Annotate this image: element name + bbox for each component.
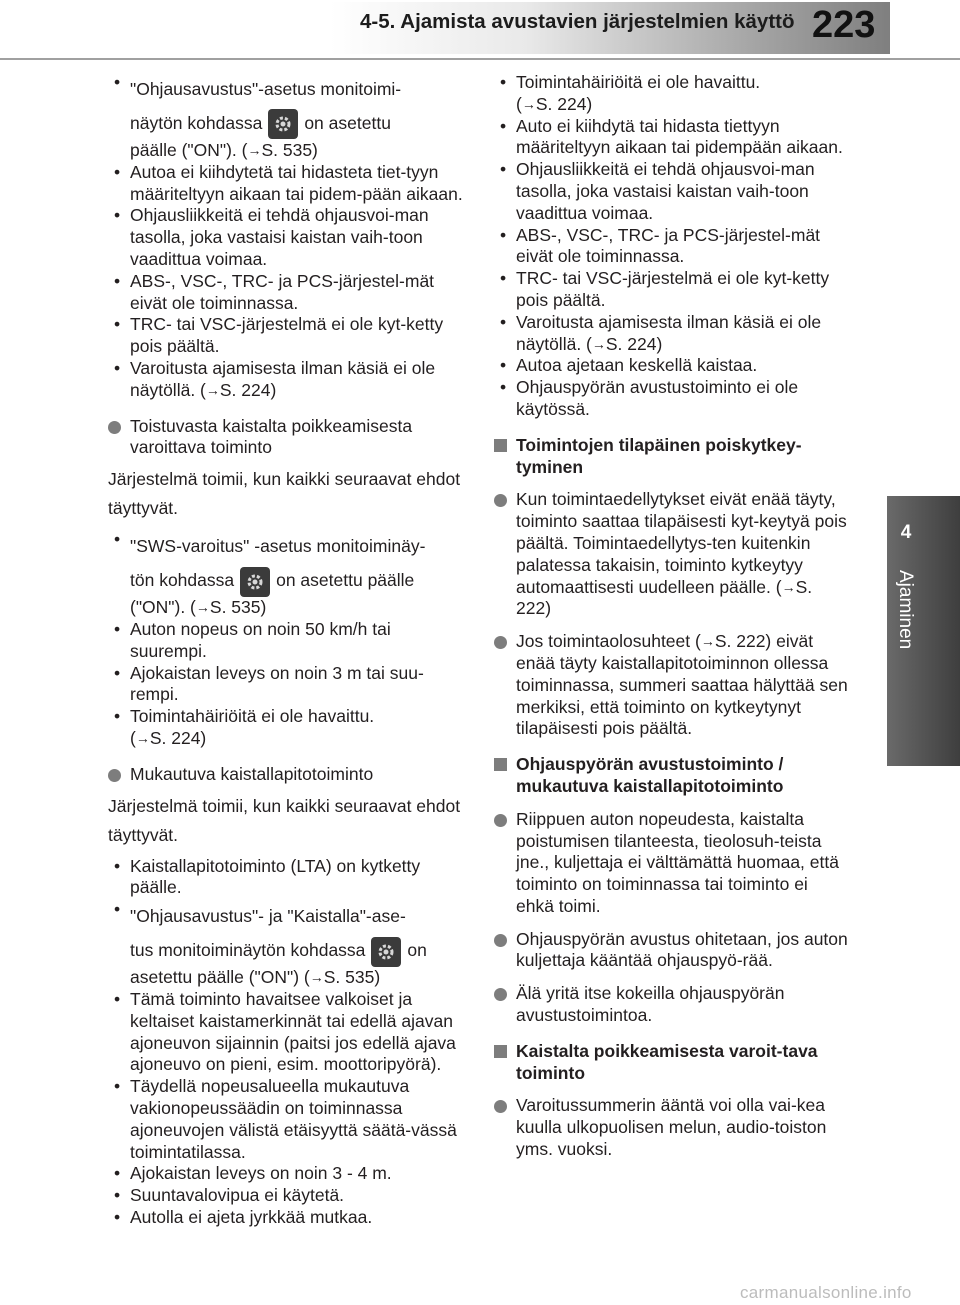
arrow-icon: → bbox=[309, 969, 324, 986]
chapter-tab bbox=[887, 496, 960, 766]
conditions-list bbox=[494, 72, 850, 421]
section-heading: Toimintojen tilapäinen poiskytkey-tyminen bbox=[494, 435, 850, 479]
list-item: • Auto ei kiihdytä tai hidasta tiettyyn määriteltyyn aikaan tai pidempään aikaan. bbox=[494, 116, 850, 160]
intro-text: Järjestelmä toimii, kun kaikki seuraavat ehdot täyttyvät. bbox=[108, 795, 461, 845]
list-item: • Ohjausliikkeitä ei tehdä ohjausvoi-man tasolla, joka vastaisi kaistan vaih-toon vaadittua voimaa. bbox=[108, 205, 468, 270]
note-item: Älä yritä itse kokeilla ohjauspyörän avustustoimintoa. bbox=[494, 983, 850, 1027]
square-bullet-icon bbox=[494, 758, 507, 771]
conditions-list bbox=[108, 529, 468, 750]
list-item: • Varoitusta ajamisesta ilman käsiä ei ole näytöllä. (→S. 224) bbox=[108, 358, 468, 402]
square-bullet-icon bbox=[494, 1045, 507, 1058]
bullet-dot-icon bbox=[108, 421, 121, 434]
bullet-dot-icon bbox=[494, 1100, 507, 1113]
list-item: • TRC- tai VSC-järjestelmä ei ole kyt-ketty pois päältä. bbox=[108, 314, 468, 358]
list-item: • "SWS-varoitus" -asetus monitoiminäy- tön kohdassa on asetettu päälle ("ON"). (→S. 535) bbox=[108, 529, 468, 619]
list-item: • Autolla ei ajeta jyrkkää mutkaa. bbox=[108, 1207, 468, 1229]
intro-text: Järjestelmä toimii, kun kaikki seuraavat ehdot täyttyvät. bbox=[108, 469, 461, 519]
bullet-dot-icon bbox=[494, 494, 507, 507]
list-item: • ABS-, VSC-, TRC- ja PCS-järjestel-mät eivät ole toiminnassa. bbox=[494, 225, 850, 269]
list-item: • Auton nopeus on noin 50 km/h tai suurempi. bbox=[108, 619, 468, 663]
gear-icon bbox=[268, 109, 298, 139]
chapter-number: 4 bbox=[900, 522, 912, 543]
list-item: • Autoa ajetaan keskellä kaistaa. bbox=[494, 355, 850, 377]
list-item: • Toimintahäiriöitä ei ole havaittu. (→S. 224) bbox=[108, 706, 468, 750]
watermark: carmanualsonline.info bbox=[740, 1283, 912, 1302]
section-title: 4-5. Ajamista avustavien järjestelmien käyttö bbox=[360, 10, 795, 33]
page-number: 223 bbox=[812, 4, 876, 46]
list-item: • "Ohjausavustus"- ja "Kaistalla"-ase- tus monitoiminäytön kohdassa on asetettu päälle ("ON") (→S. 535) bbox=[108, 899, 468, 989]
arrow-icon: → bbox=[205, 381, 220, 398]
list-item: • Autoa ei kiihdytetä tai hidasteta tiet-tyyn määriteltyyn aikaan tai pidem-pään aikaan. bbox=[108, 162, 468, 206]
right-column bbox=[494, 72, 850, 1165]
conditions-list bbox=[108, 72, 468, 402]
chapter-label: Ajaminen bbox=[895, 570, 916, 650]
note-item: Varoitussummerin ääntä voi olla vai-kea kuulla ulkopuolisen melun, audio-toiston yms. vuoksi. bbox=[494, 1095, 850, 1160]
list-item: • ABS-, VSC-, TRC- ja PCS-järjestel-mät eivät ole toiminnassa. bbox=[108, 271, 468, 315]
note-item: Kun toimintaedellytykset eivät enää täyty, toiminto saattaa tilapäisesti kyt-keytyä pois päältä. Toimintaedellytys-ten kuitenkin palatessa takaisin, toiminto kytkeytyy automaattisesti uudelleen päälle. (→S. 222) bbox=[494, 489, 850, 620]
list-item: • Tämä toiminto havaitsee valkoiset ja keltaiset kaistamerkinnät tai edellä ajavan ajoneuvon sijainnin (paitsi jos edellä ajava ajoneuvo on pieni, esim. moottoripyörä). bbox=[108, 989, 468, 1076]
list-item: • Varoitusta ajamisesta ilman käsiä ei ole näytöllä. (→S. 224) bbox=[494, 312, 850, 356]
conditions-list bbox=[108, 856, 468, 1229]
list-item: • "Ohjausavustus"-asetus monitoimi- näytön kohdassa on asetettu päälle ("ON"). (→S. 535) bbox=[108, 72, 468, 162]
square-bullet-icon bbox=[494, 439, 507, 452]
header-rule bbox=[0, 58, 960, 60]
list-item: • TRC- tai VSC-järjestelmä ei ole kyt-ketty pois päältä. bbox=[494, 268, 850, 312]
note-item: Ohjauspyörän avustus ohitetaan, jos auton kuljettaja kääntää ohjauspyö-rää. bbox=[494, 929, 850, 973]
left-column bbox=[108, 72, 468, 1229]
subsection-heading: Mukautuva kaistallapitotoiminto bbox=[108, 764, 468, 786]
section-heading: Ohjauspyörän avustustoiminto / mukautuva kaistallapitotoiminto bbox=[494, 754, 850, 798]
section-heading: Kaistalta poikkeamisesta varoit-tava toiminto bbox=[494, 1041, 850, 1085]
arrow-icon: → bbox=[521, 95, 536, 112]
bullet-dot-icon bbox=[108, 769, 121, 782]
list-item: • Ajokaistan leveys on noin 3 - 4 m. bbox=[108, 1163, 468, 1185]
bullet-dot-icon bbox=[494, 636, 507, 649]
list-item: • Suuntavalovipua ei käytetä. bbox=[108, 1185, 468, 1207]
arrow-icon: → bbox=[700, 633, 715, 650]
bullet-dot-icon bbox=[494, 934, 507, 947]
list-item: • Kaistallapitotoiminto (LTA) on kytketty päälle. bbox=[108, 856, 468, 900]
arrow-icon: → bbox=[247, 142, 262, 158]
list-item: • Ajokaistan leveys on noin 3 m tai suu-rempi. bbox=[108, 663, 468, 707]
list-item: • Täydellä nopeusalueella mukautuva vakionopeussäädin on toiminnassa ajoneuvojen välistä etäisyyttä säätä-vässä toimintatilassa. bbox=[108, 1076, 468, 1163]
page-header bbox=[0, 0, 960, 78]
arrow-icon: → bbox=[195, 599, 210, 616]
list-item: • Toimintahäiriöitä ei ole havaittu. (→S. 224) bbox=[494, 72, 850, 116]
bullet-dot-icon bbox=[494, 814, 507, 827]
list-item: • Ohjauspyörän avustustoiminto ei ole käytössä. bbox=[494, 377, 850, 421]
arrow-icon: → bbox=[591, 335, 606, 352]
arrow-icon: → bbox=[781, 578, 796, 595]
gear-icon bbox=[240, 567, 270, 597]
subsection-heading: Toistuvasta kaistalta poikkeamisesta varoittava toiminto bbox=[108, 416, 468, 460]
note-item: Riippuen auton nopeudesta, kaistalta poistumisen tilanteesta, tieolosuh-teista jne., kuljettaja ei välttämättä huomaa, että toiminto on toiminnassa tai toiminto ei ehkä toimi. bbox=[494, 809, 850, 918]
arrow-icon: → bbox=[135, 729, 150, 746]
note-item: Jos toimintaolosuhteet (→S. 222) eivät enää täyty kaistallapitotoiminnon ollessa toiminnassa, summeri saattaa hälyttää sen merkiksi, että toiminto on kytkeytynyt tilapäisesti pois päältä. bbox=[494, 631, 850, 740]
bullet-dot-icon bbox=[494, 988, 507, 1001]
list-item: • Ohjausliikkeitä ei tehdä ohjausvoi-man tasolla, joka vastaisi kaistan vaih-toon vaadittua voimaa. bbox=[494, 159, 850, 224]
gear-icon bbox=[371, 937, 401, 967]
